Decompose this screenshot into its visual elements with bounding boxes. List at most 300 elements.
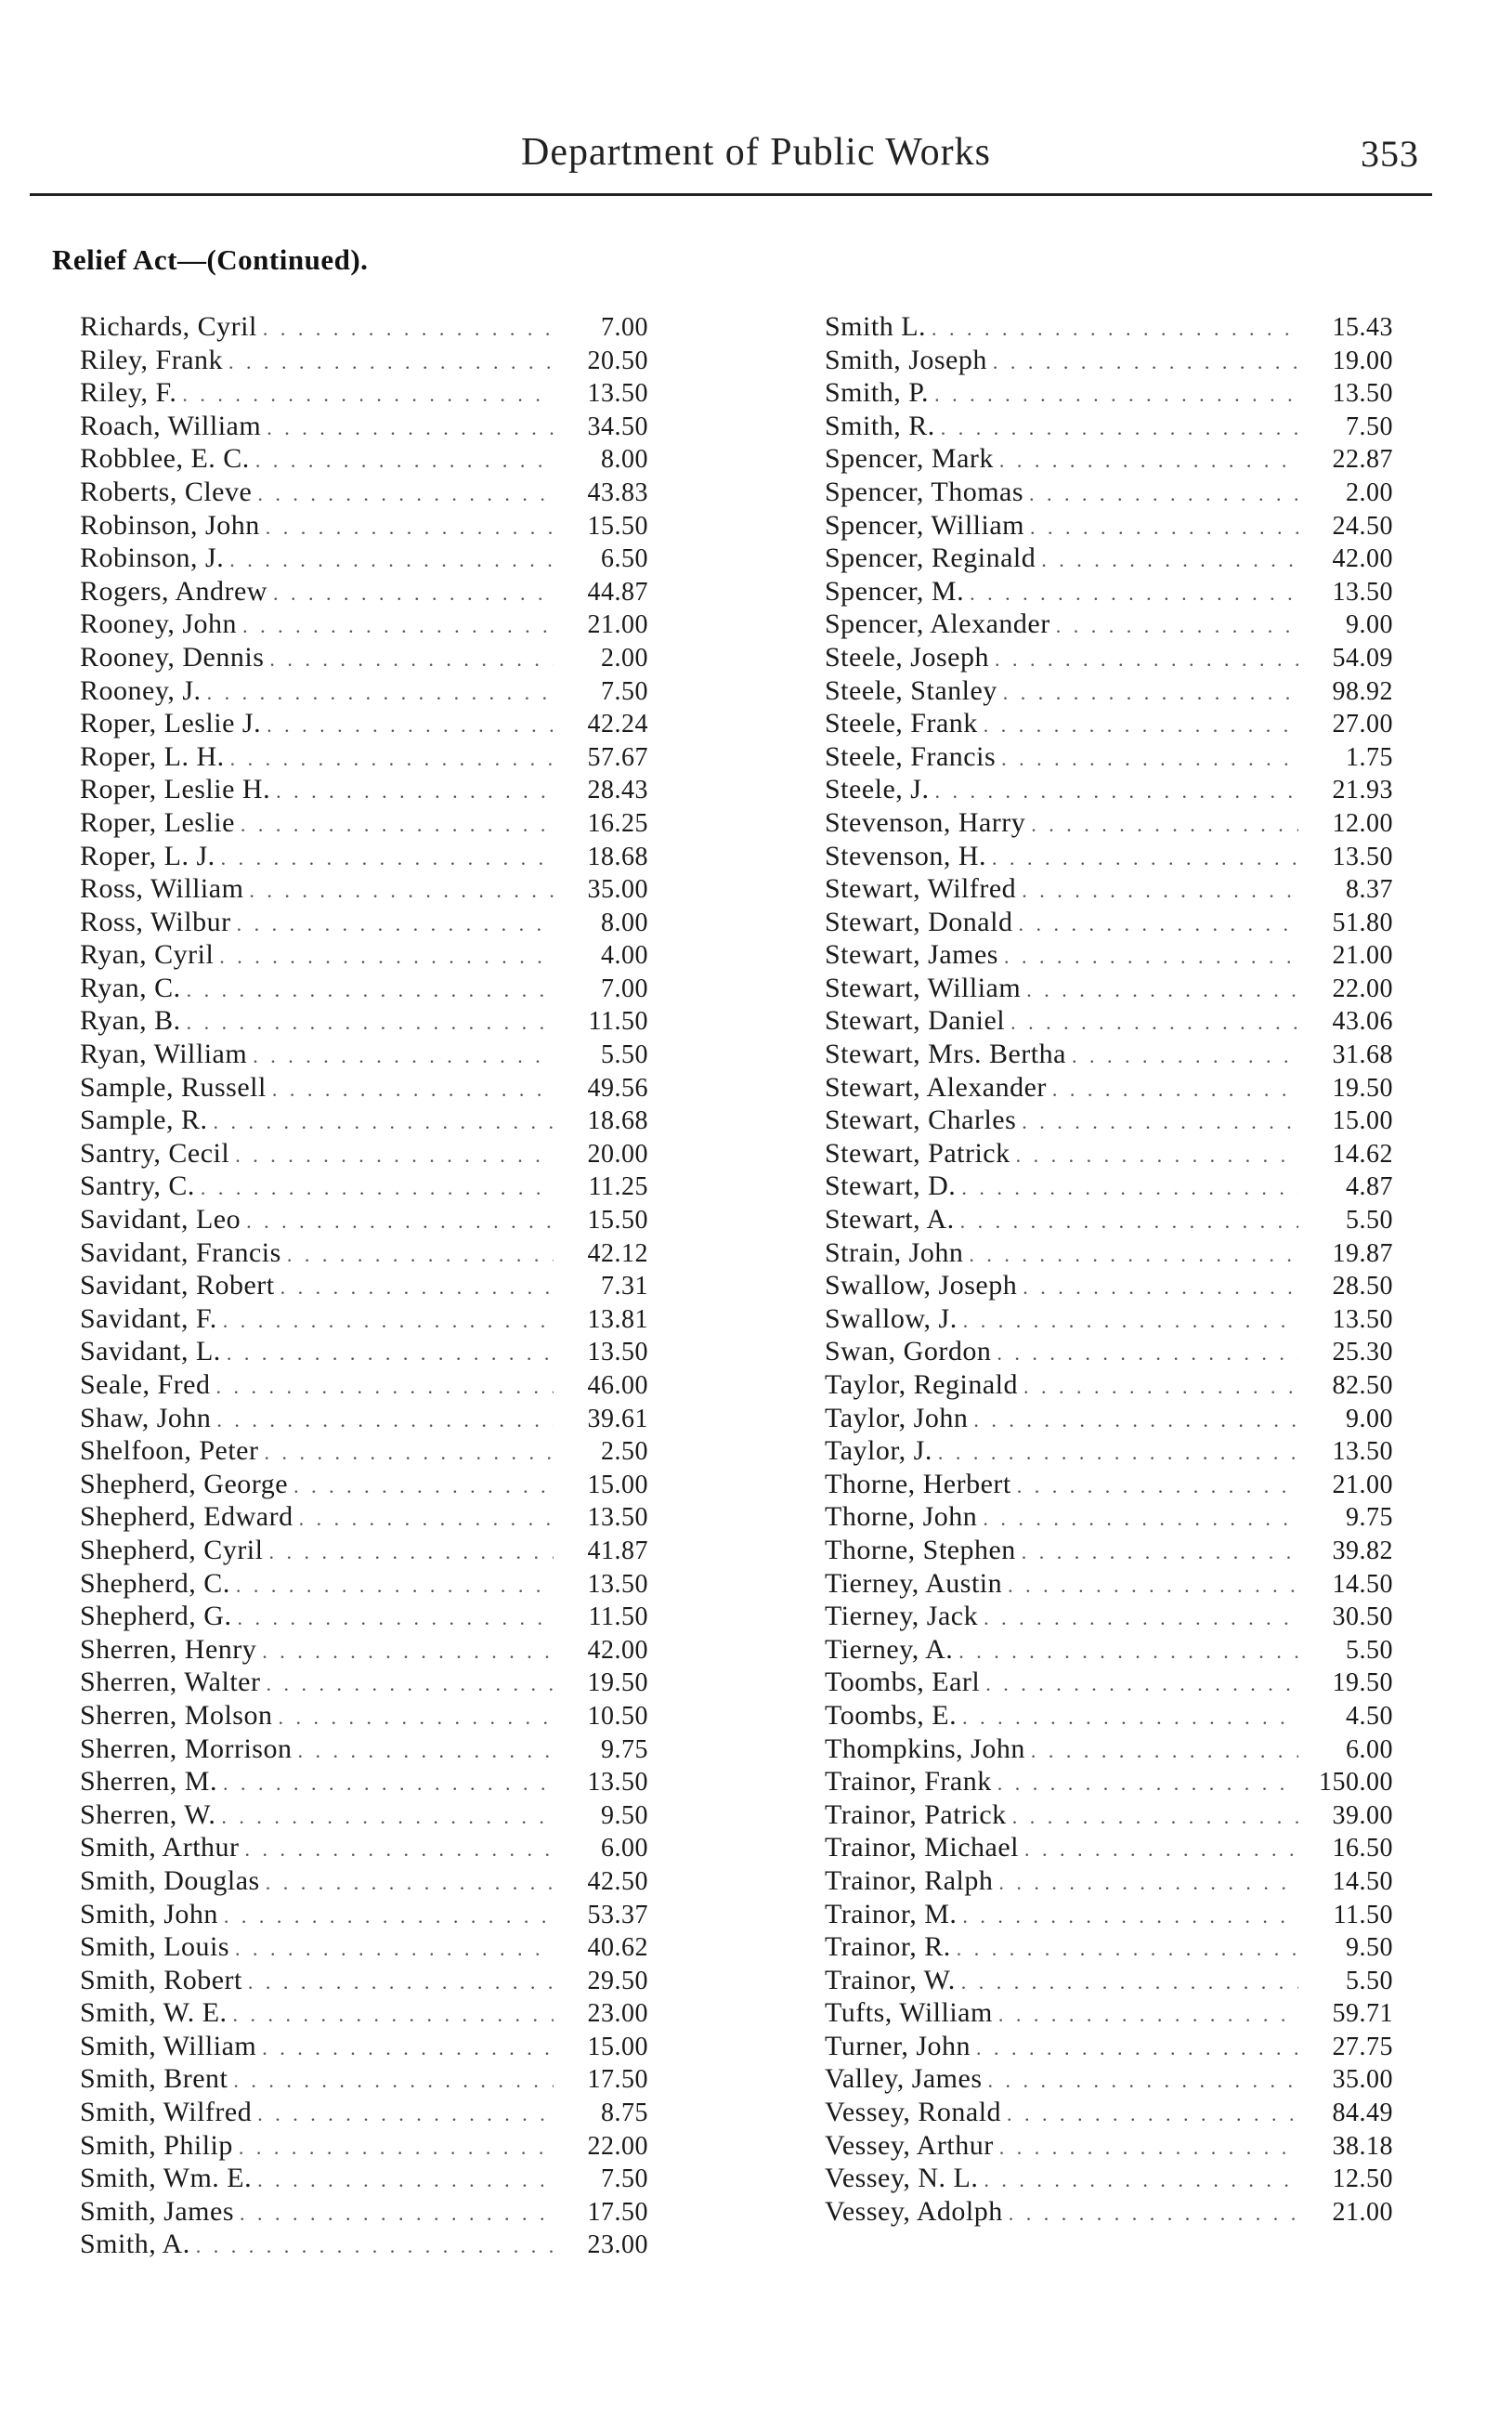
payee-name: Swallow, J.: [825, 1302, 958, 1334]
payment-amount: 7.50: [601, 676, 648, 706]
header-rule: [30, 193, 1432, 196]
payment-amount: 27.75: [1332, 2032, 1393, 2061]
list-item: [825, 1500, 1393, 1534]
list-item: [825, 740, 1393, 774]
payment-amount: 42.24: [587, 710, 648, 739]
payee-name: Toombs, Earl: [825, 1667, 981, 1698]
list-item: [825, 2096, 1393, 2129]
payment-amount: 8.00: [601, 445, 648, 475]
payee-name: Tierney, Jack: [825, 1601, 979, 1632]
payment-amount: 19.50: [1332, 1668, 1393, 1698]
dot-leader: [239, 2131, 554, 2164]
payment-amount: 1.75: [1346, 742, 1393, 772]
payee-name: Rogers, Andrew: [80, 575, 267, 607]
payment-amount: 5.50: [601, 1040, 648, 1070]
dot-leader: [224, 1900, 554, 1933]
list-item: [825, 344, 1393, 377]
list-item: [80, 2030, 648, 2063]
payment-amount: 28.43: [587, 776, 648, 805]
payment-amount: 13.50: [1332, 379, 1393, 409]
dot-leader: [960, 1205, 1298, 1238]
payment-amount: 13.50: [1332, 1304, 1393, 1334]
list-item: [80, 1699, 648, 1733]
dot-leader: [276, 775, 554, 808]
list-item: [825, 1004, 1393, 1038]
dot-leader: [240, 2197, 554, 2230]
payee-name: Roper, Leslie: [80, 806, 235, 838]
payee-name: Shaw, John: [80, 1402, 212, 1433]
list-item: [825, 938, 1393, 972]
payment-amount: 7.00: [601, 313, 648, 342]
dot-leader: [214, 1105, 554, 1139]
payee-name: Ryan, Cyril: [80, 939, 215, 971]
payee-name: Smith, John: [80, 1898, 218, 1929]
payment-amount: 27.00: [1332, 710, 1393, 739]
payee-name: Swan, Gordon: [825, 1336, 992, 1367]
list-item: [80, 1335, 648, 1368]
dot-leader: [221, 842, 554, 875]
payee-name: Taylor, John: [825, 1402, 969, 1433]
payment-amount: 4.50: [1346, 1701, 1393, 1731]
payment-amount: 15.00: [587, 2032, 648, 2061]
payee-name: Roach, William: [80, 410, 262, 441]
payee-name: Ryan, C.: [80, 972, 181, 1003]
payment-amount: 14.50: [1332, 1866, 1393, 1896]
payee-name: Taylor, Reginald: [825, 1369, 1018, 1400]
payee-name: Smith L.: [825, 311, 927, 342]
list-item: [825, 1765, 1393, 1798]
payee-name: Vessey, Arthur: [825, 2129, 994, 2161]
payment-amount: 23.00: [587, 2230, 648, 2260]
list-item: [825, 1137, 1393, 1170]
dot-leader: [970, 577, 1298, 610]
payee-name: Smith, Arthur: [80, 1832, 240, 1863]
left-column-list: [80, 310, 648, 2261]
payee-name: Robinson, John: [80, 509, 260, 541]
list-item: [80, 575, 648, 608]
dot-leader: [958, 1635, 1298, 1668]
list-item: [80, 1104, 648, 1137]
list-item: [80, 740, 648, 774]
dot-leader: [230, 742, 554, 776]
payment-amount: 14.50: [1332, 1569, 1393, 1599]
list-item: [825, 2162, 1393, 2195]
payment-amount: 19.50: [1332, 1073, 1393, 1103]
dot-leader: [233, 2064, 554, 2098]
dot-leader: [1022, 1105, 1298, 1139]
payment-amount: 13.81: [587, 1304, 648, 1334]
list-item: [80, 872, 648, 906]
payee-name: Robblee, E. C.: [80, 443, 250, 475]
payee-name: Turner, John: [825, 2030, 971, 2061]
payment-amount: 11.25: [588, 1172, 648, 1202]
list-item: [80, 1633, 648, 1667]
dot-leader: [1010, 1006, 1298, 1040]
dot-leader: [962, 1701, 1298, 1734]
dot-leader: [1041, 543, 1298, 577]
payee-name: Steele, Francis: [825, 740, 997, 772]
payee-name: Sample, Russell: [80, 1071, 267, 1103]
payee-name: Steele, Frank: [825, 708, 978, 739]
payee-name: Shepherd, Cyril: [80, 1534, 264, 1565]
payee-name: Stewart, D.: [825, 1170, 957, 1202]
list-item: [80, 1137, 648, 1170]
dot-leader: [249, 874, 554, 908]
dot-leader: [223, 1304, 554, 1338]
payment-amount: 19.50: [587, 1668, 648, 1698]
payment-amount: 28.50: [1332, 1272, 1393, 1301]
payee-name: Valley, James: [825, 2063, 983, 2095]
dot-leader: [293, 1470, 554, 1503]
dot-leader: [962, 1900, 1298, 1933]
dot-leader: [268, 1536, 554, 1569]
list-item: [80, 1004, 648, 1038]
payment-amount: 40.62: [587, 1933, 648, 1963]
list-item: [825, 376, 1393, 410]
dot-leader: [237, 908, 554, 941]
payment-amount: 7.00: [601, 974, 648, 1003]
payee-name: Shepherd, G.: [80, 1601, 232, 1632]
list-item: [80, 1236, 648, 1270]
list-item: [80, 376, 648, 410]
payee-name: Stewart, William: [825, 972, 1022, 1003]
list-item: [825, 2129, 1393, 2163]
list-item: [825, 442, 1393, 476]
payee-name: Richards, Cyril: [80, 311, 257, 342]
payment-amount: 13.50: [587, 1503, 648, 1533]
list-item: [80, 1071, 648, 1105]
dot-leader: [1031, 1734, 1298, 1768]
list-item: [825, 1335, 1393, 1368]
payment-amount: 22.87: [1332, 445, 1393, 475]
payment-amount: 8.75: [601, 2099, 648, 2128]
list-item: [80, 1269, 648, 1302]
dot-leader: [266, 1866, 554, 1900]
payment-amount: 13.50: [587, 379, 648, 409]
payee-name: Taylor, J.: [825, 1435, 932, 1467]
payee-name: Smith, William: [80, 2030, 257, 2061]
payment-amount: 15.00: [587, 1470, 648, 1499]
dot-leader: [984, 2164, 1298, 2197]
list-item: [825, 840, 1393, 873]
payment-amount: 25.30: [1332, 1338, 1393, 1367]
payment-amount: 13.50: [587, 1569, 648, 1599]
payee-name: Sherren, Henry: [80, 1633, 257, 1665]
payee-name: Smith, P.: [825, 377, 930, 409]
list-item: [80, 1666, 648, 1699]
payee-name: Trainor, M.: [825, 1898, 958, 1929]
payee-name: Riley, F.: [80, 377, 177, 409]
dot-leader: [287, 1238, 554, 1272]
list-item: [825, 575, 1393, 608]
dot-leader: [961, 1966, 1298, 1999]
payee-name: Toombs, E.: [825, 1699, 958, 1731]
payment-amount: 21.00: [1332, 1470, 1393, 1499]
list-item: [825, 1798, 1393, 1832]
payment-amount: 9.75: [1346, 1503, 1393, 1533]
payment-amount: 22.00: [587, 2131, 648, 2161]
payment-amount: 9.50: [1346, 1933, 1393, 1963]
dot-leader: [1030, 511, 1298, 544]
payee-name: Savidant, Francis: [80, 1236, 281, 1268]
dot-leader: [961, 1171, 1298, 1205]
page-title: Department of Public Works: [521, 131, 991, 174]
payee-name: Smith, A.: [80, 2229, 190, 2260]
payee-name: Thompkins, John: [825, 1733, 1025, 1764]
payment-amount: 53.37: [587, 1900, 648, 1929]
dot-leader: [216, 1404, 554, 1437]
payee-name: Trainor, Frank: [825, 1766, 992, 1798]
list-item: [825, 476, 1393, 509]
dot-leader: [985, 1667, 1298, 1701]
payment-amount: 11.50: [588, 1007, 648, 1037]
dot-leader: [983, 1502, 1298, 1536]
payee-name: Roberts, Cleve: [80, 476, 253, 507]
list-item: [825, 1633, 1393, 1667]
payment-amount: 15.43: [1332, 313, 1393, 342]
payment-amount: 59.71: [1332, 1999, 1393, 2029]
payee-name: Steele, J.: [825, 774, 930, 805]
payment-amount: 21.00: [587, 610, 648, 640]
dot-leader: [1056, 609, 1298, 643]
dot-leader: [182, 378, 554, 412]
dot-leader: [196, 2229, 554, 2263]
dot-leader: [264, 1436, 554, 1470]
dot-leader: [221, 1800, 554, 1834]
payee-name: Smith, Louis: [80, 1931, 230, 1963]
payment-amount: 34.50: [587, 412, 648, 441]
list-item: [825, 1898, 1393, 1931]
dot-leader: [1016, 1139, 1298, 1172]
dot-leader: [997, 1767, 1298, 1800]
list-item: [80, 1302, 648, 1336]
list-item: [80, 2096, 648, 2129]
list-item: [825, 1964, 1393, 1997]
list-item: [80, 641, 648, 674]
payment-amount: 6.50: [601, 544, 648, 574]
dot-leader: [1007, 2098, 1298, 2131]
payee-name: Spencer, Thomas: [825, 476, 1024, 507]
payee-name: Steele, Stanley: [825, 674, 997, 706]
payee-name: Stevenson, Harry: [825, 806, 1026, 838]
payment-amount: 84.49: [1332, 2099, 1393, 2128]
list-item: [80, 1600, 648, 1633]
payment-amount: 7.50: [601, 2164, 648, 2194]
payment-amount: 82.50: [1332, 1371, 1393, 1400]
dot-leader: [992, 842, 1298, 875]
payee-name: Shepherd, Edward: [80, 1501, 293, 1533]
dot-leader: [998, 1998, 1298, 2032]
dot-leader: [1023, 1271, 1298, 1304]
payee-name: Vessey, Adolph: [825, 2195, 1003, 2227]
list-item: [80, 1831, 648, 1864]
payment-amount: 43.06: [1332, 1007, 1393, 1037]
payee-name: Stewart, Mrs. Bertha: [825, 1039, 1066, 1070]
list-item: [825, 1831, 1393, 1864]
payee-name: Ross, Wilbur: [80, 906, 231, 937]
payment-amount: 22.00: [1332, 974, 1393, 1003]
payment-amount: 21.00: [1332, 2197, 1393, 2227]
payee-name: Spencer, William: [825, 509, 1024, 541]
dot-leader: [969, 1238, 1298, 1272]
list-item: [80, 410, 648, 443]
payee-name: Trainor, R.: [825, 1931, 951, 1963]
payee-name: Smith, Douglas: [80, 1864, 260, 1896]
list-item: [80, 476, 648, 509]
payment-amount: 8.00: [601, 908, 648, 937]
dot-leader: [1009, 2197, 1298, 2230]
dot-leader: [1026, 974, 1298, 1007]
payment-amount: 13.50: [1332, 577, 1393, 607]
dot-leader: [241, 808, 554, 842]
dot-leader: [266, 1667, 554, 1701]
dot-leader: [263, 312, 554, 346]
payee-name: Santry, C.: [80, 1170, 195, 1202]
payee-name: Trainor, Michael: [825, 1832, 1019, 1863]
list-item: [80, 344, 648, 377]
payee-name: Thorne, John: [825, 1501, 978, 1533]
payee-name: Savidant, L.: [80, 1336, 221, 1367]
payee-name: Thorne, Herbert: [825, 1468, 1011, 1499]
payment-amount: 15.50: [587, 511, 648, 541]
dot-leader: [262, 2032, 554, 2065]
list-item: [825, 1203, 1393, 1236]
payee-name: Stewart, Donald: [825, 906, 1013, 937]
dot-leader: [223, 1767, 554, 1800]
payment-amount: 8.37: [1346, 875, 1393, 905]
list-item: [825, 608, 1393, 641]
payment-amount: 98.92: [1332, 676, 1393, 706]
list-item: [80, 1368, 648, 1402]
dot-leader: [973, 1404, 1298, 1437]
list-item: [80, 1500, 648, 1534]
payment-amount: 18.68: [587, 1106, 648, 1136]
payee-name: Robinson, J.: [80, 543, 225, 574]
payee-name: Shepherd, C.: [80, 1567, 230, 1599]
payment-amount: 15.50: [587, 1206, 648, 1236]
payment-amount: 20.50: [587, 346, 648, 375]
list-item: [80, 806, 648, 840]
list-item: [80, 840, 648, 873]
payee-name: Sherren, Molson: [80, 1699, 273, 1731]
dot-leader: [1029, 477, 1298, 511]
payee-name: Trainor, W.: [825, 1964, 956, 1995]
dot-leader: [988, 2064, 1298, 2098]
payee-name: Savidant, Robert: [80, 1270, 275, 1301]
payment-amount: 21.00: [1332, 941, 1393, 971]
payee-name: Ryan, B.: [80, 1005, 181, 1037]
list-item: [825, 310, 1393, 344]
dot-leader: [245, 1833, 554, 1866]
list-item: [80, 707, 648, 740]
list-item: [825, 1104, 1393, 1137]
payment-amount: 9.00: [1346, 1404, 1393, 1433]
payee-name: Trainor, Patrick: [825, 1798, 1007, 1830]
list-item: [80, 1402, 648, 1435]
list-item: [825, 2062, 1393, 2096]
dot-leader: [995, 643, 1298, 676]
list-item: [825, 1302, 1393, 1336]
dot-leader: [235, 1932, 554, 1966]
payment-amount: 23.00: [587, 1999, 648, 2029]
dot-leader: [1023, 1370, 1298, 1404]
list-item: [80, 1567, 648, 1601]
dot-leader: [1072, 1040, 1298, 1073]
payment-amount: 42.50: [587, 1866, 648, 1896]
payee-name: Smith, Philip: [80, 2129, 233, 2161]
payee-name: Stewart, Patrick: [825, 1137, 1010, 1169]
payee-name: Sherren, W.: [80, 1798, 216, 1830]
list-item: [80, 674, 648, 708]
payee-name: Sherren, M.: [80, 1766, 217, 1798]
payee-name: Stewart, A.: [825, 1204, 955, 1236]
payment-amount: 24.50: [1332, 511, 1393, 541]
dot-leader: [999, 2131, 1298, 2164]
list-item: [825, 2030, 1393, 2063]
list-item: [825, 1402, 1393, 1435]
payment-amount: 17.50: [587, 2197, 648, 2227]
payment-amount: 20.00: [587, 1139, 648, 1169]
dot-leader: [267, 709, 554, 742]
list-item: [825, 1368, 1393, 1402]
dot-leader: [227, 1337, 554, 1370]
payee-name: Smith, Wm. E.: [80, 2163, 253, 2194]
payee-name: Stewart, Daniel: [825, 1005, 1006, 1037]
payee-name: Smith, W. E.: [80, 1997, 228, 2029]
dot-leader: [941, 412, 1298, 445]
dot-leader: [278, 1701, 554, 1734]
list-item: [825, 1666, 1393, 1699]
payment-amount: 46.00: [587, 1371, 648, 1400]
payment-amount: 42.00: [1332, 544, 1393, 574]
payment-amount: 6.00: [601, 1834, 648, 1863]
dot-leader: [1022, 874, 1298, 908]
payee-name: Rooney, Dennis: [80, 641, 265, 673]
dot-leader: [215, 1370, 554, 1404]
payment-amount: 19.87: [1332, 1238, 1393, 1268]
dot-leader: [266, 511, 554, 544]
payee-name: Roper, Leslie J.: [80, 708, 262, 739]
payee-name: Smith, R.: [825, 410, 935, 441]
payee-name: Sherren, Morrison: [80, 1733, 293, 1764]
dot-leader: [272, 1073, 554, 1106]
dot-leader: [246, 1205, 554, 1238]
dot-leader: [993, 346, 1298, 379]
list-item: [80, 1733, 648, 1766]
list-item: [80, 310, 648, 344]
payee-name: Spencer, Alexander: [825, 608, 1050, 640]
list-item: [825, 806, 1393, 840]
payee-name: Stewart, Alexander: [825, 1071, 1047, 1103]
dot-leader: [228, 346, 554, 379]
dot-leader: [1024, 1833, 1298, 1866]
dot-leader: [984, 1602, 1298, 1635]
payee-name: Seale, Fred: [80, 1369, 211, 1400]
dot-leader: [267, 412, 554, 445]
payment-amount: 14.62: [1332, 1139, 1393, 1169]
list-item: [825, 1996, 1393, 2030]
dot-leader: [938, 1436, 1298, 1470]
dot-leader: [932, 312, 1298, 346]
dot-leader: [236, 1569, 554, 1602]
payee-name: Strain, John: [825, 1236, 964, 1268]
payment-amount: 15.00: [1332, 1106, 1393, 1136]
dot-leader: [253, 1040, 554, 1073]
dot-leader: [187, 974, 554, 1007]
list-item: [80, 509, 648, 543]
list-item: [80, 2062, 648, 2096]
payment-amount: 11.50: [1333, 1900, 1393, 1929]
